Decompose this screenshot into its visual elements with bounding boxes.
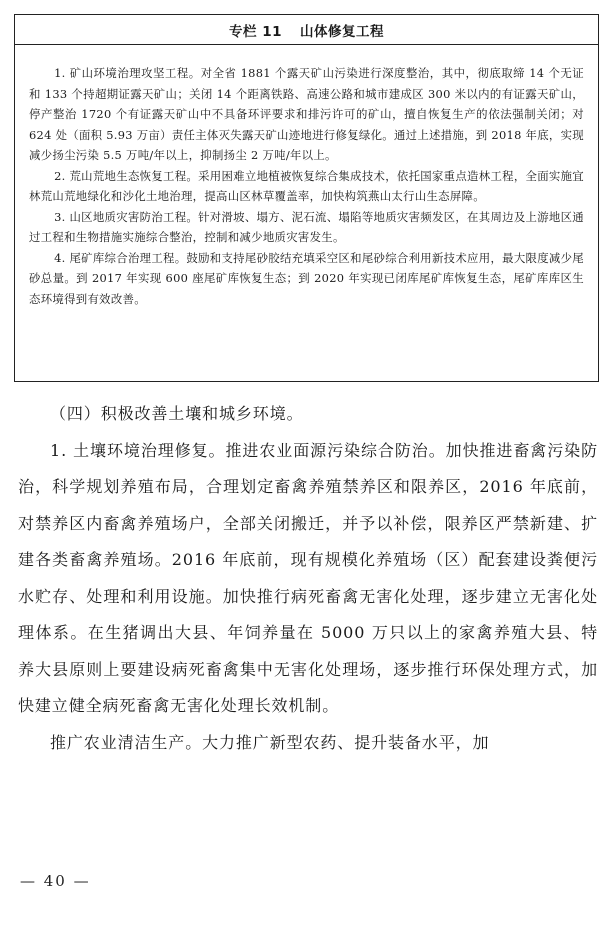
- page-number: — 40 —: [20, 872, 91, 890]
- main-text: [18, 396, 598, 761]
- column-item-1: 1. 矿山环境治理攻坚工程。对全省 1881 个露天矿山污染进行深度整治，其中，彻底取缔 14 个无证和 133 个持超期证露天矿山；关闭 14 个距离铁路、高速公路和城市建成区 300 米以内的有证露天矿山，停产整治 1720 个有证露天矿山中不具备环评要求和排污许可的矿山，擅自恢复生产的依法强制关闭；对 624 处（面积 5.93 万亩）责任主体灭失露天矿山迹地进行修复绿化。通过上述措施，到 2018 年底，实现减少扬尘污染 5.5 万吨/年以上，抑制扬尘 2 万吨/年以上。: [29, 66, 584, 162]
- column-title: [15, 15, 598, 45]
- paragraph-soil-remediation: 1. 土壤环境治理修复。推进农业面源污染综合防治。加快推进畜禽污染防治，科学规划养殖布局，合理划定畜禽养殖禁养区和限养区，2016 年底前，对禁养区内畜禽养殖场户，全部关闭搬迁，并予以补偿，限养区严禁新建、扩建各类畜禽养殖场。2016 年底前，现有规模化养殖场（区）配套建设粪便污水贮存、处理和利用设施。加快推行病死畜禽无害化处理，逐步建立无害化处理体系。在生猪调出大县、年饲养量在 5000 万只以上的家禽养殖大县、特养大县原则上要建设病死畜禽集中无害化处理场，逐步推行环保处理方式，加快建立健全病死畜禽无害化处理长效机制。: [18, 440, 598, 715]
- column-item-3: 3. 山区地质灾害防治工程。针对滑坡、塌方、泥石流、塌陷等地质灾害频发区，在其周边及上游地区通过工程和生物措施实施综合整治，控制和减少地质灾害发生。: [29, 209, 584, 244]
- column-number: 专栏 11: [229, 23, 282, 40]
- column-box: [14, 14, 599, 382]
- section-heading: （四）积极改善土壤和城乡环境。: [50, 404, 304, 423]
- paragraph-clean-production: 推广农业清洁生产。大力推广新型农药、提升装备水平，加: [50, 732, 490, 752]
- column-item-4: 4. 尾矿库综合治理工程。鼓励和支持尾砂胶结充填采空区和尾砂综合利用新技术应用，最大限度减少尾砂总量。到 2017 年实现 600 座尾矿库恢复生态；到 2020 年实现已闭库尾矿库恢复生态，尾矿库库区生态环境得到有效改善。: [29, 250, 584, 306]
- column-body: [15, 45, 598, 309]
- column-item-2: 2. 荒山荒地生态恢复工程。采用困难立地植被恢复综合集成技术，依托国家重点造林工程，全面实施宜林荒山荒地绿化和沙化土地治理，提高山区林草覆盖率，加快构筑燕山太行山生态屏障。: [29, 168, 584, 203]
- column-heading: 山体修复工程: [300, 23, 384, 40]
